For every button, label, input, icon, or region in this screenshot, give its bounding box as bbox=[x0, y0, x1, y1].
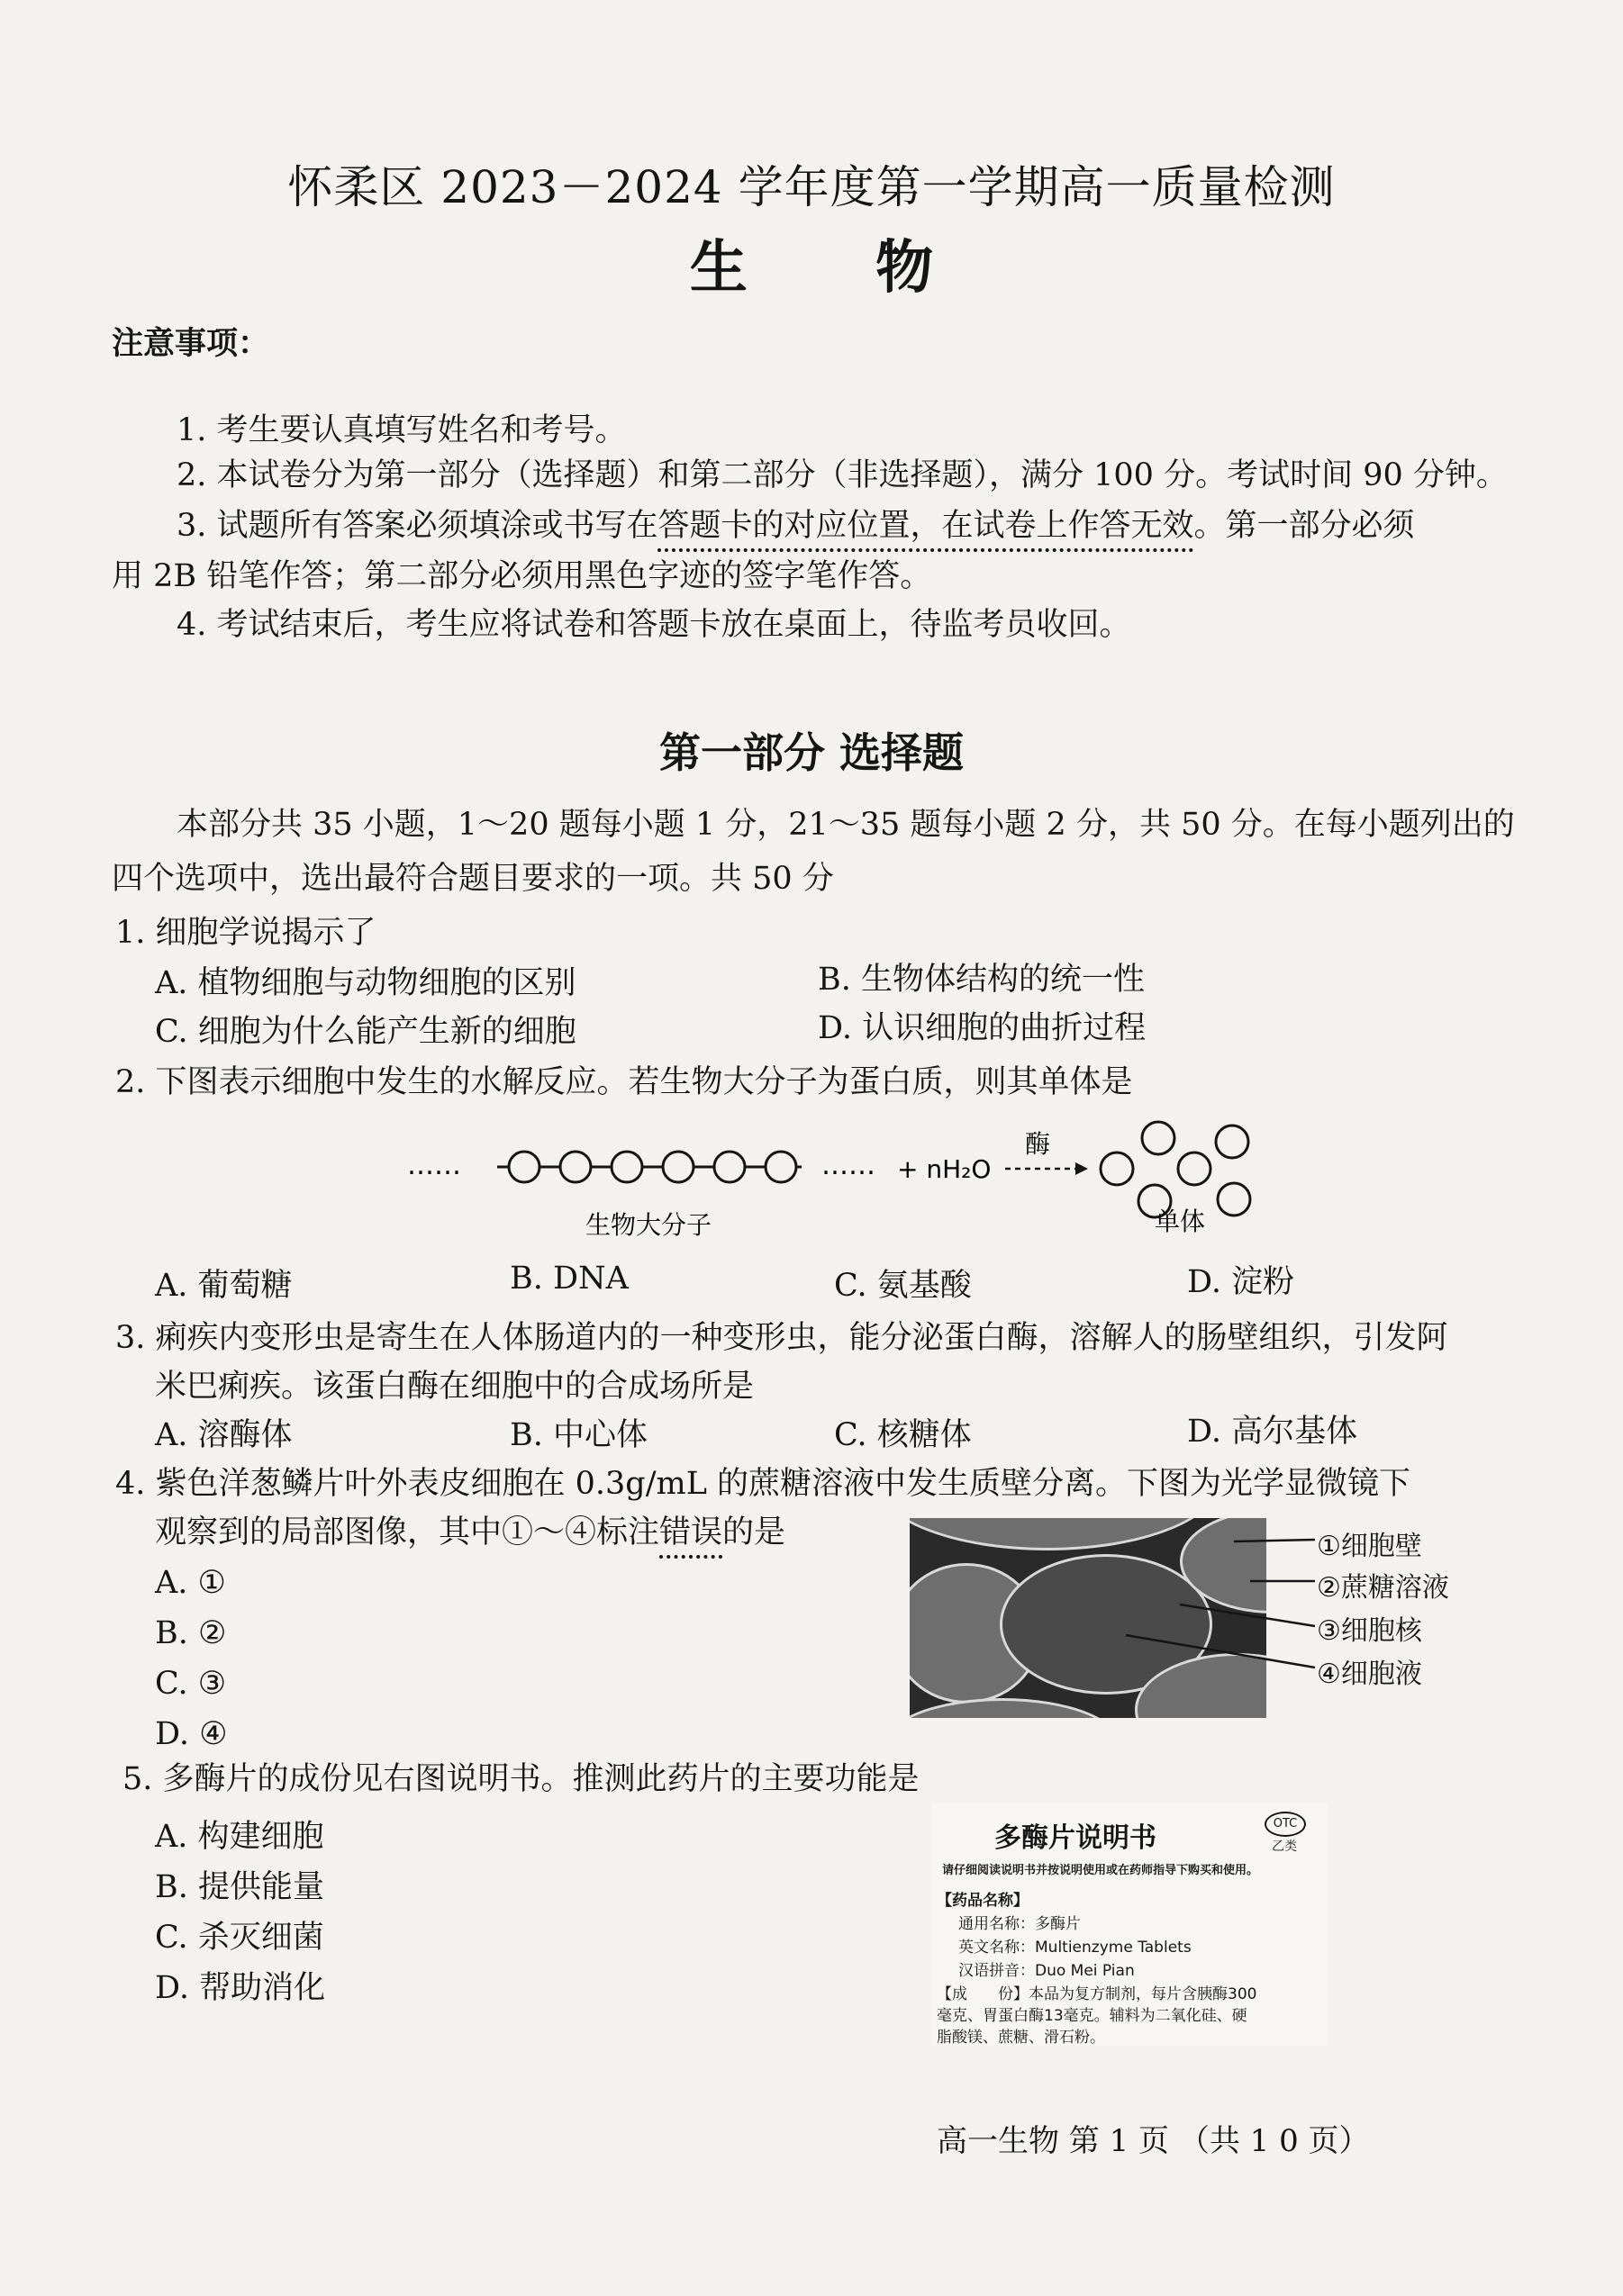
monomer-circle bbox=[1101, 1153, 1133, 1185]
monomer-circle bbox=[1216, 1125, 1248, 1158]
question-3-option-b: B. 中心体 bbox=[510, 1417, 648, 1453]
question-5-stem: 5. 多酶片的成份见右图说明书。推测此药片的主要功能是 bbox=[122, 1761, 920, 1797]
monomer-circle bbox=[1178, 1153, 1210, 1185]
leaflet-section-name: 【药品名称】 bbox=[937, 1892, 1029, 1910]
question-2-option-b: B. DNA bbox=[510, 1261, 629, 1297]
question-2-option-c: C. 氨基酸 bbox=[834, 1268, 972, 1304]
notice-item-3-prefix: 3. 试题所有答案必须填涂或书写在 bbox=[177, 508, 658, 544]
subject-title: 生 物 bbox=[689, 234, 988, 302]
question-3-stem-line1: 3. 痢疾内变形虫是寄生在人体肠道内的一种变形虫，能分泌蛋白酶，溶解人的肠壁组织，引发阿 bbox=[115, 1320, 1448, 1356]
question-3-option-d: D. 高尔基体 bbox=[1187, 1414, 1358, 1450]
question-4-option-d: D. ④ bbox=[155, 1716, 228, 1752]
question-4-emphasis: 错误 bbox=[659, 1514, 723, 1550]
question-2-option-a: A. 葡萄糖 bbox=[155, 1268, 293, 1304]
polymer-right-dots: …… bbox=[821, 1150, 875, 1181]
question-3-option-c: C. 核糖体 bbox=[834, 1417, 972, 1453]
question-4-stem-line2-prefix: 观察到的局部图像，其中①～④标注 bbox=[155, 1514, 660, 1550]
leaflet-warning: 请仔细阅读说明书并按说明使用或在药师指导下购买和使用。 bbox=[942, 1864, 1259, 1877]
exam-title: 怀柔区 2023－2024 学年度第一学期高一质量检测 bbox=[287, 161, 1336, 213]
question-1-option-d: D. 认识细胞的曲折过程 bbox=[818, 1010, 1147, 1046]
question-3-option-a: A. 溶酶体 bbox=[155, 1417, 293, 1453]
notice-item-3-line2: 用 2B 铅笔作答；第二部分必须用黑色字迹的签字笔作答。 bbox=[112, 558, 932, 594]
polymer-monomer-circle bbox=[714, 1152, 745, 1182]
hydrolysis-diagram bbox=[396, 1116, 1279, 1261]
leaflet-english-name: 英文名称：Multienzyme Tablets bbox=[958, 1939, 1192, 1957]
question-5-option-a: A. 构建细胞 bbox=[155, 1819, 324, 1855]
leaflet-ingredients-1: 【成 份】本品为复方制剂，每片含胰酶300 bbox=[937, 1985, 1257, 2003]
section-intro-line1: 本部分共 35 小题，1～20 题每小题 1 分，21～35 题每小题 2 分，共 50 分。在每小题列出的 bbox=[177, 807, 1515, 843]
question-5-option-b: B. 提供能量 bbox=[155, 1869, 324, 1905]
question-4-option-a: A. ① bbox=[155, 1565, 226, 1601]
polymer-monomer-circle bbox=[766, 1152, 796, 1182]
question-1-option-a: A. 植物细胞与动物细胞的区别 bbox=[155, 965, 576, 1001]
notice-item-3-suffix: 。第一部分必须 bbox=[1193, 508, 1415, 544]
question-3-stem-line2: 米巴痢疾。该蛋白酶在细胞中的合成场所是 bbox=[155, 1369, 755, 1405]
polymer-monomer-circle bbox=[509, 1152, 539, 1182]
polymer-monomer-circle bbox=[663, 1152, 694, 1182]
question-2-stem: 2. 下图表示细胞中发生的水解反应。若生物大分子为蛋白质，则其单体是 bbox=[115, 1064, 1133, 1100]
reaction-arrow-head bbox=[1075, 1162, 1088, 1175]
question-2-option-d: D. 淀粉 bbox=[1187, 1264, 1295, 1300]
micrograph-leader-lines bbox=[910, 1518, 1324, 1718]
leaflet-generic-name: 通用名称：多酶片 bbox=[958, 1915, 1081, 1933]
water-reagent: + nH₂O bbox=[897, 1154, 992, 1184]
otc-class: 乙类 bbox=[1272, 1840, 1297, 1854]
question-4-option-c: C. ③ bbox=[155, 1666, 227, 1702]
notice-item-3 bbox=[177, 501, 1415, 546]
notice-item-2: 2. 本试卷分为第一部分（选择题）和第二部分（非选择题），满分 100 分。考试时间 90 分钟。 bbox=[177, 457, 1508, 493]
question-5-option-c: C. 杀灭细菌 bbox=[155, 1920, 324, 1956]
question-4-stem-line2 bbox=[155, 1507, 785, 1552]
question-1-option-c: C. 细胞为什么能产生新的细胞 bbox=[155, 1014, 576, 1050]
notice-item-3-emphasis: 答题卡的对应位置，在试卷上作答无效 bbox=[657, 508, 1194, 544]
label-cell-wall: ①细胞壁 bbox=[1317, 1531, 1422, 1562]
section-intro-line2: 四个选项中，选出最符合题目要求的一项。共 50 分 bbox=[112, 861, 834, 897]
label-sucrose-solution: ②蔗糖溶液 bbox=[1317, 1572, 1449, 1604]
question-5-option-d: D. 帮助消化 bbox=[155, 1970, 326, 2006]
monomer-label: 单体 bbox=[1155, 1207, 1206, 1236]
medicine-leaflet bbox=[931, 1803, 1328, 2046]
question-4-stem-line2-suffix: 的是 bbox=[722, 1514, 786, 1550]
notice-heading: 注意事项： bbox=[112, 325, 270, 362]
polymer-left-dots: …… bbox=[407, 1150, 461, 1181]
polymer-monomer-circle bbox=[560, 1152, 591, 1182]
polymer-label: 生物大分子 bbox=[585, 1210, 712, 1240]
notice-item-4: 4. 考试结束后，考生应将试卷和答题卡放在桌面上，待监考员收回。 bbox=[177, 607, 1131, 643]
page-footer: 高一生物 第 1 页 （共 1 0 页） bbox=[937, 2123, 1370, 2159]
question-4-stem-line1: 4. 紫色洋葱鳞片叶外表皮细胞在 0.3g/mL 的蔗糖溶液中发生质壁分离。下图为光学显微镜下 bbox=[115, 1466, 1411, 1502]
question-1-stem: 1. 细胞学说揭示了 bbox=[115, 915, 376, 951]
section-title: 第一部分 选择题 bbox=[658, 728, 964, 777]
otc-badge: OTC bbox=[1265, 1812, 1306, 1837]
monomer-circle bbox=[1218, 1183, 1250, 1216]
leaflet-ingredients-2: 毫克、胃蛋白酶13毫克。辅料为二氧化硅、硬 bbox=[937, 2007, 1247, 2025]
leaflet-pinyin: 汉语拼音：Duo Mei Pian bbox=[958, 1962, 1135, 1980]
label-nucleus: ③细胞核 bbox=[1317, 1615, 1422, 1647]
question-4-option-b: B. ② bbox=[155, 1615, 227, 1651]
monomer-circle bbox=[1142, 1122, 1174, 1154]
label-cell-sap: ④细胞液 bbox=[1317, 1659, 1422, 1690]
leaflet-title: 多酶片说明书 bbox=[994, 1822, 1156, 1854]
notice-item-1: 1. 考生要认真填写姓名和考号。 bbox=[177, 412, 627, 448]
enzyme-label: 酶 bbox=[1025, 1129, 1051, 1159]
leaflet-ingredients-3: 脂酸镁、蔗糖、滑石粉。 bbox=[937, 2029, 1105, 2047]
question-1-option-b: B. 生物体结构的统一性 bbox=[818, 962, 1145, 998]
polymer-monomer-circle bbox=[612, 1152, 642, 1182]
